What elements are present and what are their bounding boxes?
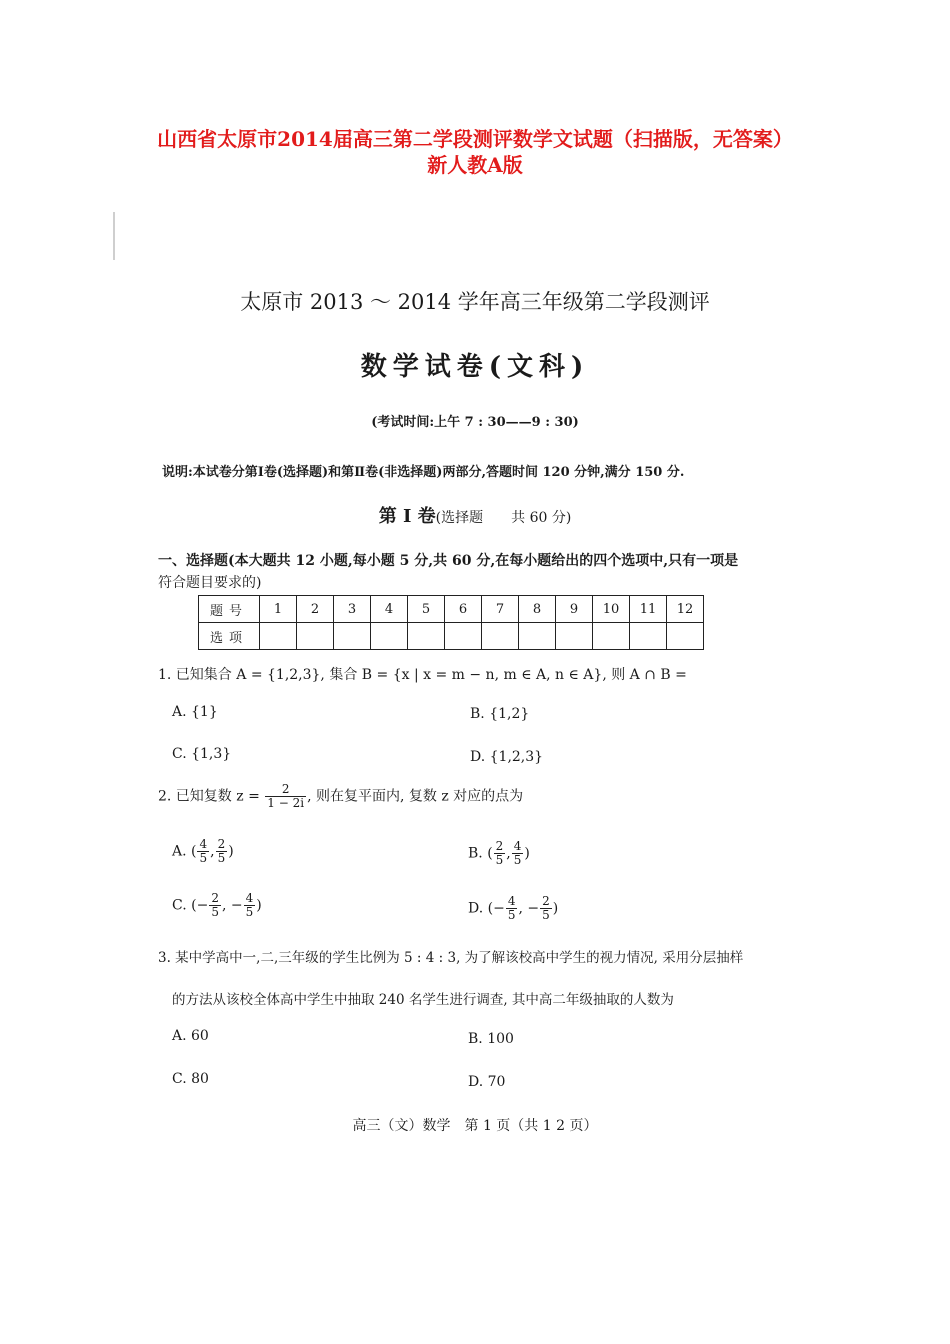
answer-table-number: 12 <box>667 596 704 623</box>
scan-margin-mark <box>113 212 115 260</box>
q2-b-n1: 2 <box>495 839 504 853</box>
document-title-line2: 新人教A版 <box>427 153 523 177</box>
answer-cell <box>593 623 630 650</box>
page-footer: 高三（文）数学 第 1 页（共 1 2 页） <box>352 1118 598 1134</box>
q2-c-sep: , − <box>221 897 243 914</box>
q2-d-label: D. (− <box>468 900 505 917</box>
exam-time: (考试时间:上午 7 : 30——9 : 30) <box>371 415 579 430</box>
q2-c-end: ) <box>256 897 262 914</box>
answer-table-number: 3 <box>334 596 371 623</box>
exam-subject-title: 数学试卷(文科) <box>360 352 590 382</box>
q2-a-frac2 <box>216 838 228 865</box>
q2-a-sep: , <box>210 843 215 860</box>
q1-option-c: C. {1,3} <box>172 746 232 762</box>
q2-b-end: ) <box>524 845 530 862</box>
q2-b-frac1 <box>494 840 506 867</box>
q2-c-d1: 5 <box>211 905 219 919</box>
answer-table-number: 11 <box>630 596 667 623</box>
q2-b-d1: 5 <box>495 853 504 867</box>
answer-cell <box>445 623 482 650</box>
answer-table <box>198 595 704 650</box>
answer-cell <box>482 623 519 650</box>
q2-a-frac1 <box>197 838 209 865</box>
q2-d-end: ) <box>552 900 559 917</box>
q2-stem-post: , 则在复平面内, 复数 z 对应的点为 <box>307 788 524 805</box>
q2-option-d <box>468 895 558 922</box>
q2-b-d2: 5 <box>513 853 522 867</box>
answer-cell <box>667 623 704 650</box>
part1-instruction-line2: 符合题目要求的) <box>158 575 262 591</box>
answer-cell <box>556 623 593 650</box>
q3-option-d: D. 70 <box>468 1074 506 1090</box>
q2-c-n2: 4 <box>245 891 254 905</box>
exam-note: 说明:本试卷分第Ⅰ卷(选择题)和第Ⅱ卷(非选择题)两部分,答题时间 120 分钟,满分 150 分. <box>162 465 685 480</box>
q2-c-d2: 5 <box>245 905 254 919</box>
q1-option-b: B. {1,2} <box>470 706 530 722</box>
answer-table-row1-label: 题号 <box>199 596 260 623</box>
answer-cell <box>371 623 408 650</box>
q2-a-n2: 2 <box>217 837 226 851</box>
exam-header: 太原市 2013 ～ 2014 学年高三年级第二学段测评 <box>240 290 710 314</box>
q3-option-c: C. 80 <box>172 1071 209 1087</box>
q2-b-label: B. ( <box>468 845 493 862</box>
q2-option-a <box>172 838 234 865</box>
part1-instruction-line1: 一、选择题(本大题共 12 小题,每小题 5 分,共 60 分,在每小题给出的四个选项中,只有一项是 <box>158 553 739 569</box>
section-heading <box>0 502 950 528</box>
q2-b-sep: , <box>506 845 511 862</box>
q1-option-d: D. {1,2,3} <box>470 749 544 765</box>
q2-fraction-denominator: 1 − 2i <box>267 796 305 810</box>
q2-d-frac1 <box>506 895 518 922</box>
q2-c-n1: 2 <box>211 891 219 905</box>
q3-stem-line1: 3. 某中学高中一,二,三年级的学生比例为 5 : 4 : 3, 为了解该校高中学生的视力情况, 采用分层抽样 <box>158 950 744 966</box>
answer-cell <box>408 623 445 650</box>
q2-stem-pre: 2. 已知复数 z = <box>158 788 260 805</box>
q2-c-label: C. (− <box>172 897 209 914</box>
q2-option-b <box>468 840 530 867</box>
answer-table-number: 5 <box>408 596 445 623</box>
q2-a-d2: 5 <box>217 851 226 865</box>
answer-cell <box>630 623 667 650</box>
q2-stem <box>158 783 523 810</box>
answer-table-number: 10 <box>593 596 630 623</box>
q2-d-n2: 2 <box>542 894 550 908</box>
answer-cell <box>297 623 334 650</box>
q2-d-d2: 5 <box>542 908 550 922</box>
answer-cell <box>519 623 556 650</box>
section-subtitle: (选择题 共 60 分) <box>435 510 572 526</box>
answer-table-number: 1 <box>260 596 297 623</box>
answer-table-number: 7 <box>482 596 519 623</box>
answer-table-number: 4 <box>371 596 408 623</box>
q2-b-n2: 4 <box>513 839 522 853</box>
answer-table-number: 8 <box>519 596 556 623</box>
answer-table-number: 6 <box>445 596 482 623</box>
q2-a-d1: 5 <box>199 851 208 865</box>
document-title-line1: 山西省太原市2014届高三第二学段测评数学文试题（扫描版，无答案） <box>157 127 793 151</box>
answer-table-row2-label: 选项 <box>199 623 260 650</box>
q2-fraction <box>265 783 306 810</box>
answer-table-header-row <box>199 596 704 623</box>
answer-cell <box>334 623 371 650</box>
q2-a-end: ) <box>228 843 234 860</box>
q2-option-c <box>172 892 262 919</box>
q2-d-frac2 <box>540 895 552 922</box>
section-title: 第 Ⅰ 卷 <box>378 506 436 527</box>
q2-d-d1: 5 <box>507 908 516 922</box>
answer-table-number: 2 <box>297 596 334 623</box>
q2-c-frac1 <box>209 892 221 919</box>
answer-cell <box>260 623 297 650</box>
q3-option-a: A. 60 <box>172 1028 209 1044</box>
q2-c-frac2 <box>244 892 256 919</box>
q2-b-frac2 <box>512 840 524 867</box>
q2-a-label: A. ( <box>172 843 197 860</box>
q2-a-n1: 4 <box>199 837 208 851</box>
q1-option-a: A. {1} <box>172 704 218 720</box>
q3-stem-line2: 的方法从该校全体高中学生中抽取 240 名学生进行调查, 其中高二年级抽取的人数为 <box>172 992 674 1008</box>
q2-d-n1: 4 <box>507 894 516 908</box>
q2-fraction-numerator: 2 <box>265 783 306 797</box>
answer-table-answer-row <box>199 623 704 650</box>
q1-stem: 1. 已知集合 A = {1,2,3}, 集合 B = {x | x = m − n, m ∈ A, n ∈ A}, 则 A ∩ B = <box>158 667 687 683</box>
q2-d-sep: , − <box>518 900 540 917</box>
answer-table-number: 9 <box>556 596 593 623</box>
q3-option-b: B. 100 <box>468 1031 514 1047</box>
